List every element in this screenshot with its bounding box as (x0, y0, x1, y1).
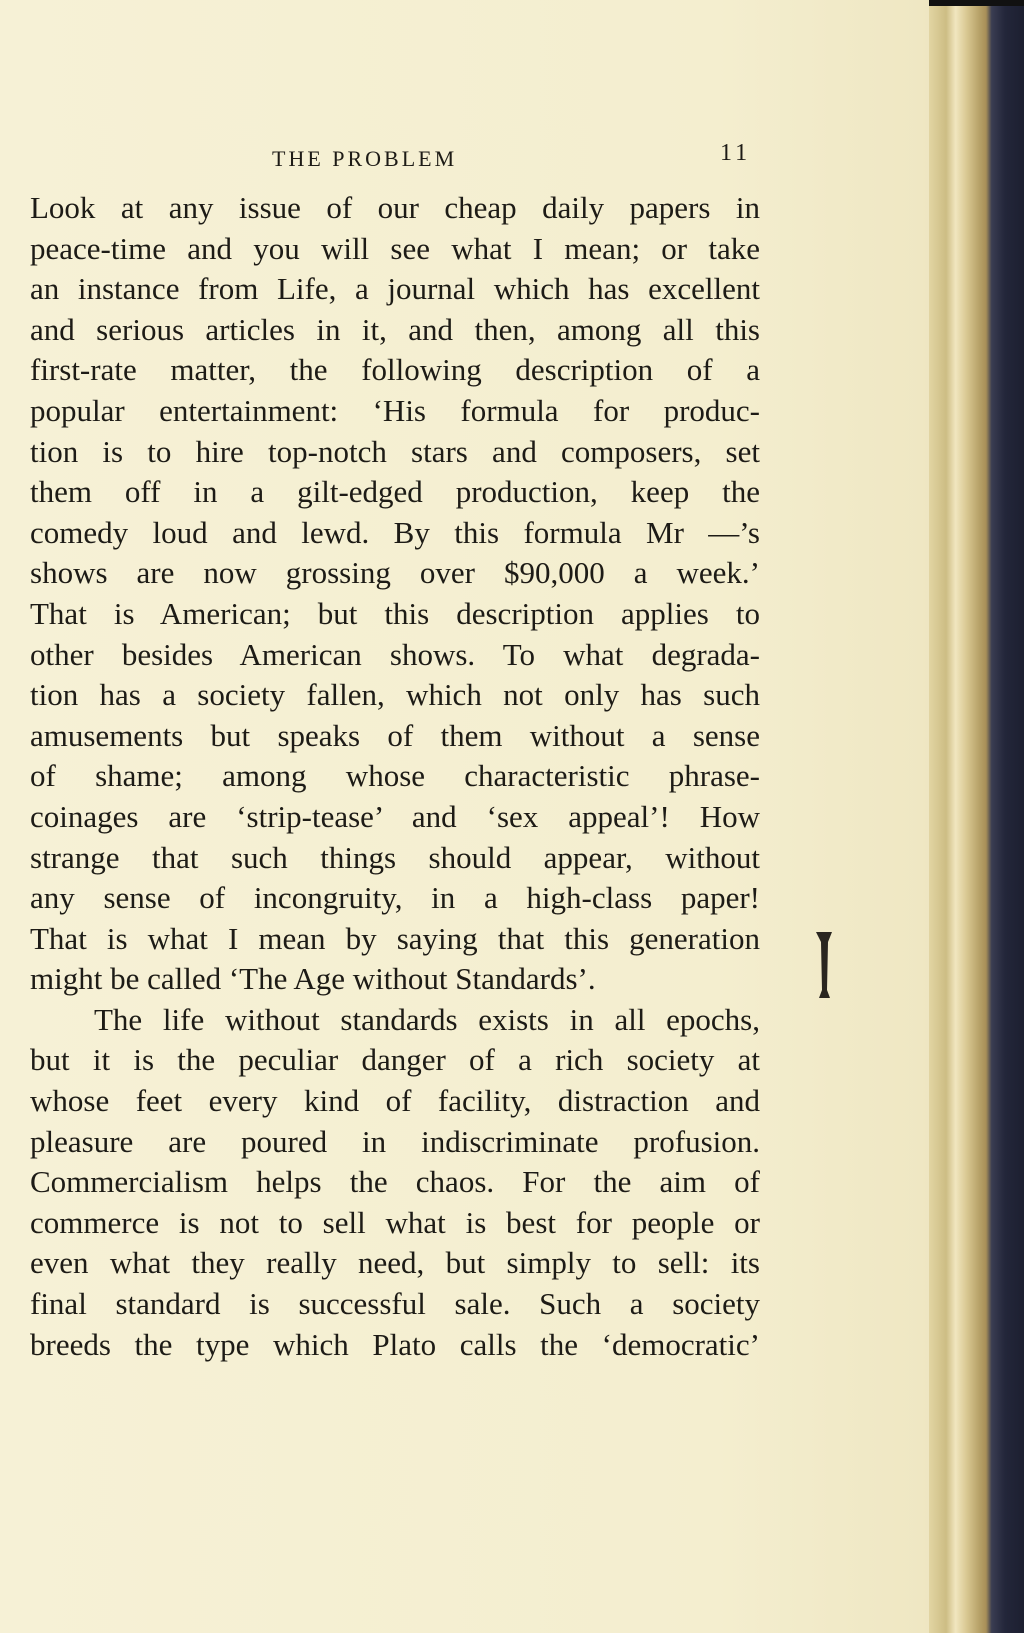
book-edge-top (929, 0, 1024, 6)
text-line: pleasure are poured in indiscriminate profusion. (30, 1123, 760, 1159)
text-line: even what they really need, but simply to sell: its (30, 1245, 760, 1281)
book-edge (929, 0, 1024, 1633)
text-line: tion is to hire top-notch stars and composers, set (30, 433, 760, 469)
text-line: other besides American shows. To what degrada- (30, 636, 760, 672)
text-line: any sense of incongruity, in a high-class paper! (30, 880, 760, 916)
text-line: amusements but speaks of them without a sense (30, 717, 760, 753)
text-line: peace-time and you will see what I mean; or take (30, 230, 760, 266)
text-line: That is what I mean by saying that this generation (30, 920, 760, 956)
text-line: shows are now grossing over $90,000 a week.’ (30, 555, 760, 591)
text-line: them off in a gilt-edged production, keep the (30, 474, 760, 510)
text-line: coinages are ‘strip-tease’ and ‘sex appeal’! How (30, 798, 760, 834)
text-line: first-rate matter, the following description of a (30, 352, 760, 388)
text-line: an instance from Life, a journal which has excellent (30, 271, 760, 307)
text-line: whose feet every kind of facility, distraction and (30, 1083, 760, 1119)
text-line: That is American; but this description applies to (30, 595, 760, 631)
text-line: of shame; among whose characteristic phrase- (30, 758, 760, 794)
text-line: might be called ‘The Age without Standards’. (30, 961, 596, 997)
text-line: Look at any issue of our cheap daily papers in (30, 190, 760, 225)
page-number: 11 (720, 140, 752, 166)
text-line: and serious articles in it, and then, among all this (30, 311, 760, 347)
text-line: commerce is not to sell what is best for people or (30, 1204, 760, 1240)
text-line: Commercialism helps the chaos. For the aim of (30, 1164, 760, 1200)
text-line: popular entertainment: ‘His formula for produc- (30, 392, 760, 428)
margin-mark (812, 930, 836, 1000)
body-text (30, 188, 800, 1365)
running-head-title: THE PROBLEM (272, 146, 458, 171)
page-text (30, 138, 800, 1365)
running-head (30, 138, 800, 178)
text-line: tion has a society fallen, which not only has such (30, 677, 760, 713)
text-line: final standard is successful sale. Such a society (30, 1286, 760, 1322)
text-line: strange that such things should appear, without (30, 839, 760, 875)
text-line: but it is the peculiar danger of a rich society at (30, 1042, 760, 1078)
text-line: breeds the type which Plato calls the ‘democratic’ (30, 1326, 760, 1362)
text-line: comedy loud and lewd. By this formula Mr —’s (30, 514, 760, 550)
text-line: The life without standards exists in all epochs, (94, 1001, 760, 1037)
